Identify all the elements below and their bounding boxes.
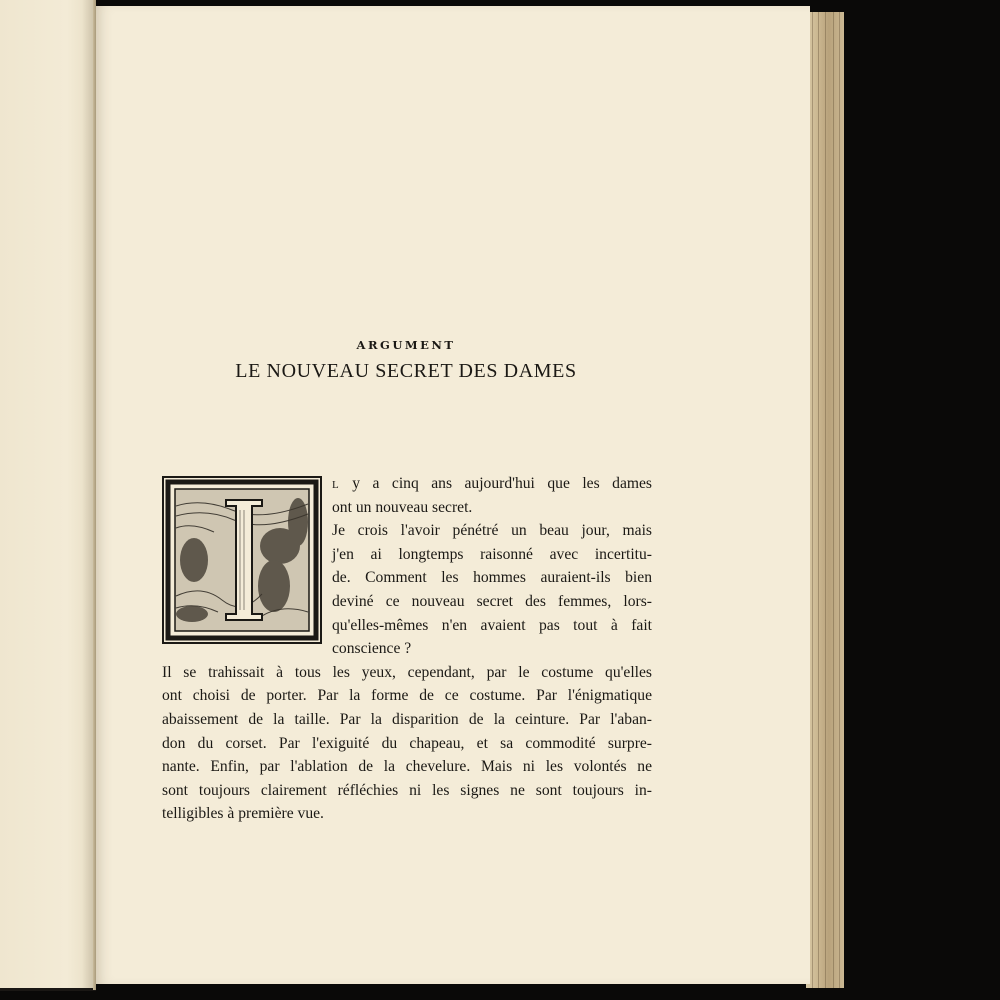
text-line: conscience ? [332,640,412,658]
text-line: ont un nouveau secret. [332,498,473,516]
text-line: deviné ce nouveau secret des femmes, lors- [332,592,652,610]
text-line: de. Comment les hommes auraient-ils bien [332,569,652,587]
text-line: sont toujours clairement réfléchies ni les signes ne sont toujours in- [162,781,652,799]
text-line: qu'elles-mêmes n'en avaient pas tout à fait [332,616,652,634]
chapter-title: LE NOUVEAU SECRET DES DAMES [235,360,577,382]
text-line: Je crois l'avoir pénétré un beau jour, mais [332,522,652,540]
body-text [162,472,652,826]
text-line: nante. Enfin, par l'ablation de la chevelure. Mais ni les volontés ne [162,758,652,776]
text-line: abaissement de la taille. Par la disparition de la ceinture. Par l'aban- [162,710,652,728]
text-line-rest: y a cinq ans aujourd'hui que les dames [339,475,652,492]
section-label: ARGUMENT [356,338,456,352]
right-page [96,6,810,984]
text-line: don du corset. Par l'exiguité du chapeau, et sa commodité surpre- [162,734,652,752]
text-line: telligibles à première vue. [162,805,324,823]
dropcap-engraving-icon [162,476,322,644]
text-line: Il se trahissait à tous les yeux, cependant, par le costume qu'elles [162,663,652,681]
first-word: l [332,475,340,492]
left-page [0,0,96,991]
page-edges [806,12,844,988]
heading-block [164,338,648,383]
text-line: j'en ai longtemps raisonné avec incertitu- [332,545,652,563]
illuminated-initial [162,476,322,644]
text-line: ont choisi de porter. Par la forme de ce costume. Par l'énigmatique [162,687,652,705]
